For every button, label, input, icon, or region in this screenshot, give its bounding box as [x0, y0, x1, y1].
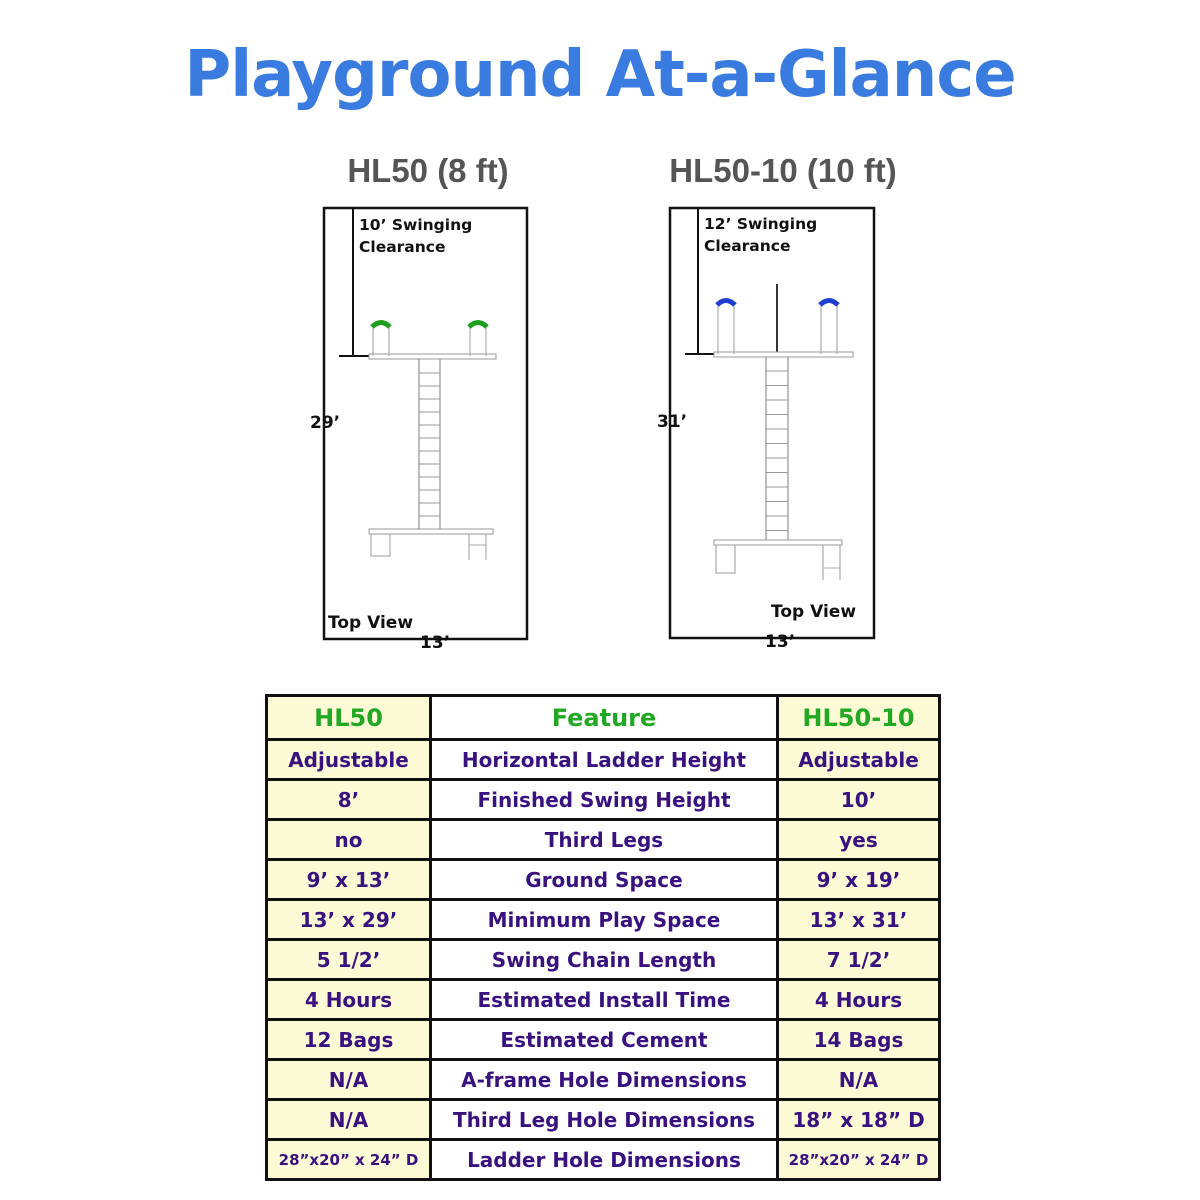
hl50-10-value: N/A [778, 1060, 940, 1100]
hl50-value: 4 Hours [267, 980, 431, 1020]
feature-name: Third Leg Hole Dimensions [431, 1100, 778, 1140]
column-header-hl50-10: HL50-10 [778, 696, 940, 740]
hl50-value: N/A [267, 1100, 431, 1140]
hl50-10-a-frame-leg [716, 545, 735, 573]
hl50-value: 9’ x 13’ [267, 860, 431, 900]
hl50-value: 5 1/2’ [267, 940, 431, 980]
hl50-length-label: 29’ [310, 413, 341, 433]
hl50-10-width-label: 13’ [765, 632, 796, 652]
feature-name: Estimated Cement [431, 1020, 778, 1060]
model-title-hl50: HL50 (8 ft) [347, 152, 509, 189]
hl50-10-swing-seat-right [820, 301, 838, 306]
hl50-10-bottom-beam [714, 540, 842, 545]
feature-name: Ground Space [431, 860, 778, 900]
hl50-10-top-beam [714, 352, 853, 357]
hl50-diagram [310, 208, 527, 653]
page-title: Playground At-a-Glance [184, 38, 1016, 112]
hl50-10-value: Adjustable [778, 740, 940, 780]
feature-name: Estimated Install Time [431, 980, 778, 1020]
hl50-value: 12 Bags [267, 1020, 431, 1060]
table-row [267, 860, 940, 900]
hl50-value: 8’ [267, 780, 431, 820]
hl50-play-space-outline [324, 208, 527, 639]
table-row [267, 900, 940, 940]
hl50-swing-seat-right [469, 323, 487, 328]
feature-name: Swing Chain Length [431, 940, 778, 980]
hl50-value: N/A [267, 1060, 431, 1100]
hl50-value: 28”x20” x 24” D [267, 1140, 431, 1180]
table-row [267, 780, 940, 820]
table-row [267, 1100, 940, 1140]
column-header-feature: Feature [431, 696, 778, 740]
hl50-10-value: 13’ x 31’ [778, 900, 940, 940]
hl50-a-frame-leg [371, 534, 390, 556]
table-row [267, 940, 940, 980]
hl50-10-ladder [766, 357, 788, 541]
hl50-10-value: yes [778, 820, 940, 860]
hl50-10-value: 4 Hours [778, 980, 940, 1020]
hl50-bottom-beam [369, 529, 493, 534]
hl50-value: Adjustable [267, 740, 431, 780]
hl50-10-swing-seat-left [717, 301, 735, 306]
model-title-hl50-10: HL50-10 (10 ft) [669, 152, 897, 189]
hl50-view-label: Top View [328, 613, 414, 633]
feature-name: Ladder Hole Dimensions [431, 1140, 778, 1180]
table-header-row [267, 696, 940, 740]
table-row [267, 980, 940, 1020]
hl50-10-value: 7 1/2’ [778, 940, 940, 980]
hl50-10-value: 28”x20” x 24” D [778, 1140, 940, 1180]
feature-name: Minimum Play Space [431, 900, 778, 940]
table-row [267, 1020, 940, 1060]
hl50-10-value: 10’ [778, 780, 940, 820]
hl50-top-beam [369, 354, 496, 359]
table-row [267, 1140, 940, 1180]
hl50-10-value: 14 Bags [778, 1020, 940, 1060]
hl50-10-clearance-label: 12’ Swinging Clearance [704, 215, 818, 255]
table-row [267, 820, 940, 860]
hl50-10-diagram [657, 208, 874, 652]
hl50-value: no [267, 820, 431, 860]
hl50-clearance-label: 10’ Swinging Clearance [359, 216, 473, 256]
column-header-hl50: HL50 [267, 696, 431, 740]
feature-name: Third Legs [431, 820, 778, 860]
hl50-value: 13’ x 29’ [267, 900, 431, 940]
hl50-ladder [419, 359, 440, 530]
hl50-10-play-space-outline [670, 208, 874, 638]
feature-name: Finished Swing Height [431, 780, 778, 820]
feature-name: Horizontal Ladder Height [431, 740, 778, 780]
table-row [267, 1060, 940, 1100]
hl50-10-value: 18” x 18” D [778, 1100, 940, 1140]
spec-comparison-table [265, 694, 941, 1181]
hl50-width-label: 13’ [420, 633, 451, 653]
hl50-10-view-label: Top View [771, 602, 857, 622]
feature-name: A-frame Hole Dimensions [431, 1060, 778, 1100]
table-row [267, 740, 940, 780]
hl50-10-value: 9’ x 19’ [778, 860, 940, 900]
hl50-swing-seat-left [372, 323, 390, 328]
hl50-10-length-label: 31’ [657, 412, 688, 432]
